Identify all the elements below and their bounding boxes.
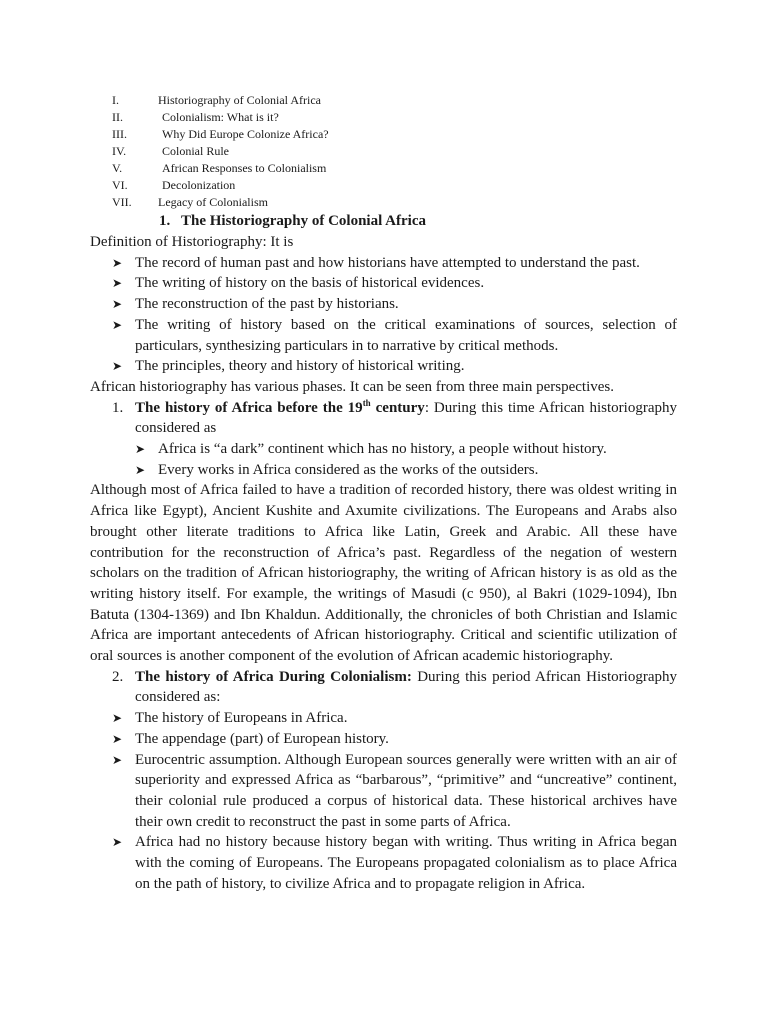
phase1-title (135, 397, 425, 416)
list-item (90, 439, 677, 460)
list-item (90, 315, 677, 356)
heading-text: The Historiography of Colonial Africa (181, 213, 426, 229)
toc-text: Colonialism: What is it? (162, 110, 279, 124)
phases-intro: African historiography has various phases. It can be seen from three main perspectives. (90, 378, 614, 395)
superscript: th (362, 397, 371, 408)
arrow-bullet-icon: ➤ (112, 835, 123, 850)
toc-text: African Responses to Colonialism (162, 161, 327, 175)
list-item-text: The reconstruction of the past by historians. (135, 296, 399, 313)
list-item (90, 460, 677, 481)
arrow-bullet-icon: ➤ (112, 276, 123, 291)
toc-item (112, 126, 512, 143)
numbered-item-phase1 (90, 398, 677, 439)
list-item-text: The record of human past and how historians have attempted to understand the past. (135, 254, 640, 271)
toc-text: Legacy of Colonialism (158, 195, 268, 209)
numbered-item-phase2 (90, 667, 677, 708)
list-item (90, 253, 677, 274)
phase1-title-a: The history of Africa before the 19 (135, 399, 363, 416)
toc-number: II. (112, 110, 123, 124)
arrow-bullet-icon: ➤ (112, 711, 123, 726)
phase2-title: The history of Africa During Colonialism: (135, 668, 412, 685)
list-item-text: The writing of history on the basis of historical evidences. (135, 275, 485, 292)
list-item (90, 708, 677, 729)
toc-number: V. (112, 161, 123, 175)
arrow-bullet-icon: ➤ (112, 359, 123, 374)
list-item-text: Every works in Africa considered as the works of the outsiders. (158, 461, 539, 478)
list-item-text: Eurocentric assumption. Although European sources generally were written with an air of superiority and expressed Africa as “barbarous”, “primitive” and “uncreative” continent, their colonial rule produced a corpus of historical data. These historical archives have their own credit to reconstruct the past in some parts of Africa. (135, 751, 677, 830)
toc-text: Why Did Europe Colonize Africa? (162, 127, 329, 141)
arrow-bullet-icon: ➤ (112, 752, 123, 767)
toc-number: VI. (112, 178, 128, 192)
list-item (90, 729, 677, 750)
section-heading (159, 211, 426, 231)
toc-item (112, 92, 512, 109)
item-number: 2. (112, 668, 124, 685)
arrow-bullet-icon: ➤ (112, 317, 123, 332)
paragraph: Although most of Africa failed to have a tradition of recorded history, there was oldest writing in Africa like Egypt), Ancient Kushite and Axumite civilizations. The Europeans and Arabs also brought other literate traditions to Africa like Latin, Greek and Arabic. All these have contribution for the reconstruction of Africa’s past. Regardless of the negation of western scholars on the tradition of African historiography, the writing of African history is as old as the writing history itself. For example, the writings of Masudi (c 950), al Bakri (1029-1094), Ibn Batuta (1304-1369) and Ibn Khaldun. Additionally, the chronicles of both Christian and Islamic Africa are important antecedents of African historiography. Critical and scientific utilization of oral sources is another component of the evolution of African academic historiography. (90, 482, 677, 665)
toc-text: Decolonization (162, 178, 236, 192)
toc-number: I. (112, 93, 119, 107)
list-item-text: The appendage (part) of European history. (135, 730, 389, 747)
document-body (90, 232, 677, 895)
toc-item (112, 177, 512, 194)
table-of-contents (112, 92, 512, 211)
toc-number: IV. (112, 144, 127, 158)
list-item-text: Africa had no history because history began with writing. Thus writing in Africa began with the coming of Europeans. The Europeans propagated colonialism as to place Africa on the path of history, to civilize Africa and to propagate religion in Africa. (135, 834, 677, 892)
heading-number: 1. (159, 213, 171, 229)
phase1-title-b: century (370, 399, 425, 416)
toc-number: VII. (112, 195, 132, 209)
toc-number: III. (112, 127, 127, 141)
arrow-bullet-icon: ➤ (112, 297, 123, 312)
list-item-text: The principles, theory and history of historical writing. (135, 358, 465, 375)
toc-item (112, 160, 512, 177)
toc-item (112, 143, 512, 160)
list-item-text: The writing of history based on the critical examinations of sources, selection of particulars, synthesizing particulars in to narrative by critical methods. (135, 316, 677, 354)
list-item (90, 750, 677, 833)
list-item (90, 294, 677, 315)
toc-item (112, 109, 512, 126)
item-number: 1. (112, 399, 124, 416)
toc-item (112, 194, 512, 211)
arrow-bullet-icon: ➤ (112, 731, 123, 746)
list-item (90, 832, 677, 894)
phase2-text: During this period African Historiography considered as: (135, 668, 677, 706)
list-item-text: Africa is “a dark” continent which has no history, a people without history. (158, 441, 607, 458)
definition-intro: Definition of Historiography: It is (90, 234, 294, 250)
toc-text: Colonial Rule (162, 144, 229, 158)
list-item (90, 356, 677, 377)
arrow-bullet-icon: ➤ (135, 442, 146, 457)
toc-text: Historiography of Colonial Africa (158, 93, 321, 107)
arrow-bullet-icon: ➤ (112, 255, 123, 270)
phase1-text: : During this time African historiography considered as (135, 399, 677, 437)
list-item (90, 273, 677, 294)
arrow-bullet-icon: ➤ (135, 462, 146, 477)
list-item-text: The history of Europeans in Africa. (135, 710, 348, 727)
